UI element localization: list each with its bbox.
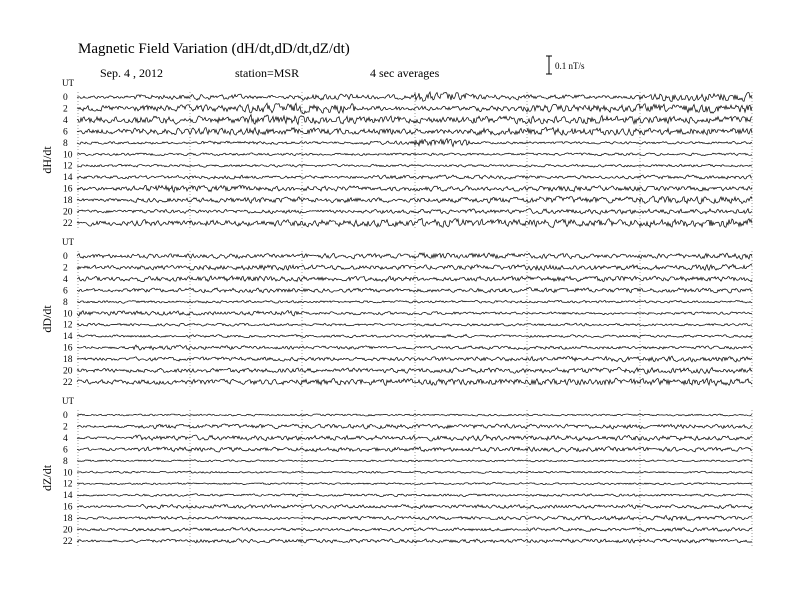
row-label: 12 [63, 479, 73, 490]
row-label: 14 [63, 173, 73, 184]
panel-dd-dt [40, 237, 752, 388]
row-label: 16 [63, 502, 73, 513]
row-label: 4 [63, 115, 68, 126]
trace-dd-dt-ut-4 [77, 276, 752, 282]
trace-dh-dt-ut-6 [77, 127, 752, 135]
trace-dh-dt-ut-22 [77, 218, 752, 227]
trace-dd-dt-ut-12 [77, 323, 752, 326]
trace-dz-dt-ut-18 [77, 515, 752, 520]
row-label: 14 [63, 332, 73, 343]
trace-dh-dt-ut-10 [77, 153, 752, 156]
trace-dz-dt-ut-8 [77, 460, 752, 462]
row-label: 10 [63, 468, 73, 479]
row-label: 22 [63, 218, 73, 229]
trace-dz-dt-ut-10 [77, 471, 752, 473]
panel-ylabel: dD/dt [40, 305, 54, 333]
ut-label: UT [62, 237, 74, 247]
trace-dh-dt-ut-0 [77, 92, 752, 102]
row-label: 10 [63, 150, 73, 161]
panel-ylabel: dZ/dt [40, 464, 54, 491]
row-label: 12 [63, 161, 73, 172]
trace-dh-dt-ut-16 [77, 185, 752, 192]
trace-dz-dt-ut-14 [77, 494, 752, 497]
trace-dh-dt-ut-18 [77, 196, 752, 204]
row-label: 0 [63, 252, 68, 262]
scale-bar-label: 0.1 nT/s [555, 61, 585, 71]
row-label: 8 [63, 297, 68, 308]
trace-dh-dt-ut-2 [77, 103, 752, 114]
row-label: 12 [63, 320, 73, 331]
trace-dh-dt-ut-12 [77, 164, 752, 167]
trace-dd-dt-ut-22 [77, 378, 752, 386]
panel-dh-dt [40, 78, 752, 229]
row-label: 22 [63, 536, 73, 547]
trace-dd-dt-ut-20 [77, 367, 752, 373]
averaging-label: 4 sec averages [370, 66, 440, 80]
trace-dz-dt-ut-12 [77, 483, 752, 485]
trace-dh-dt-ut-4 [77, 115, 752, 125]
trace-dd-dt-ut-14 [77, 334, 752, 337]
date-label: Sep. 4 , 2012 [100, 66, 163, 80]
trace-dz-dt-ut-6 [77, 447, 752, 452]
trace-dz-dt-ut-2 [77, 424, 752, 429]
ut-label: UT [62, 396, 74, 406]
trace-dz-dt-ut-20 [77, 528, 752, 532]
row-label: 0 [63, 411, 68, 421]
row-label: 20 [63, 207, 73, 218]
row-label: 10 [63, 309, 73, 320]
trace-dh-dt-ut-20 [77, 209, 752, 215]
row-label: 18 [63, 355, 73, 366]
row-label: 22 [63, 377, 73, 388]
ut-label: UT [62, 78, 74, 88]
panel-dz-dt [40, 396, 752, 547]
trace-dh-dt-ut-14 [77, 175, 752, 179]
row-label: 16 [63, 343, 73, 354]
trace-dd-dt-ut-18 [77, 356, 752, 362]
row-label: 20 [63, 366, 73, 377]
trace-dh-dt-ut-8 [77, 139, 752, 147]
trace-dd-dt-ut-16 [77, 345, 752, 350]
chart-title: Magnetic Field Variation (dH/dt,dD/dt,dZ/dt) [78, 41, 350, 57]
row-label: 6 [63, 127, 68, 138]
row-label: 0 [63, 93, 68, 103]
trace-dd-dt-ut-8 [77, 300, 752, 303]
trace-dz-dt-ut-4 [77, 435, 752, 441]
row-label: 2 [63, 263, 68, 274]
trace-dz-dt-ut-22 [77, 539, 752, 543]
trace-dd-dt-ut-2 [77, 264, 752, 270]
trace-dz-dt-ut-16 [77, 504, 752, 508]
row-label: 8 [63, 456, 68, 467]
station-label: station=MSR [235, 66, 300, 80]
row-label: 14 [63, 491, 73, 502]
row-label: 2 [63, 104, 68, 115]
row-label: 8 [63, 138, 68, 149]
panels-group [40, 78, 752, 547]
trace-dd-dt-ut-6 [77, 288, 752, 293]
row-label: 4 [63, 433, 68, 444]
trace-dd-dt-ut-10 [77, 311, 752, 316]
scale-bar [546, 56, 585, 74]
row-label: 6 [63, 286, 68, 297]
row-label: 18 [63, 196, 73, 207]
row-label: 6 [63, 445, 68, 456]
panel-ylabel: dH/dt [40, 146, 54, 174]
trace-dz-dt-ut-0 [77, 414, 752, 416]
trace-dd-dt-ut-0 [77, 253, 752, 259]
row-label: 20 [63, 525, 73, 536]
row-label: 16 [63, 184, 73, 195]
row-label: 2 [63, 422, 68, 433]
row-label: 18 [63, 514, 73, 525]
row-label: 4 [63, 274, 68, 285]
